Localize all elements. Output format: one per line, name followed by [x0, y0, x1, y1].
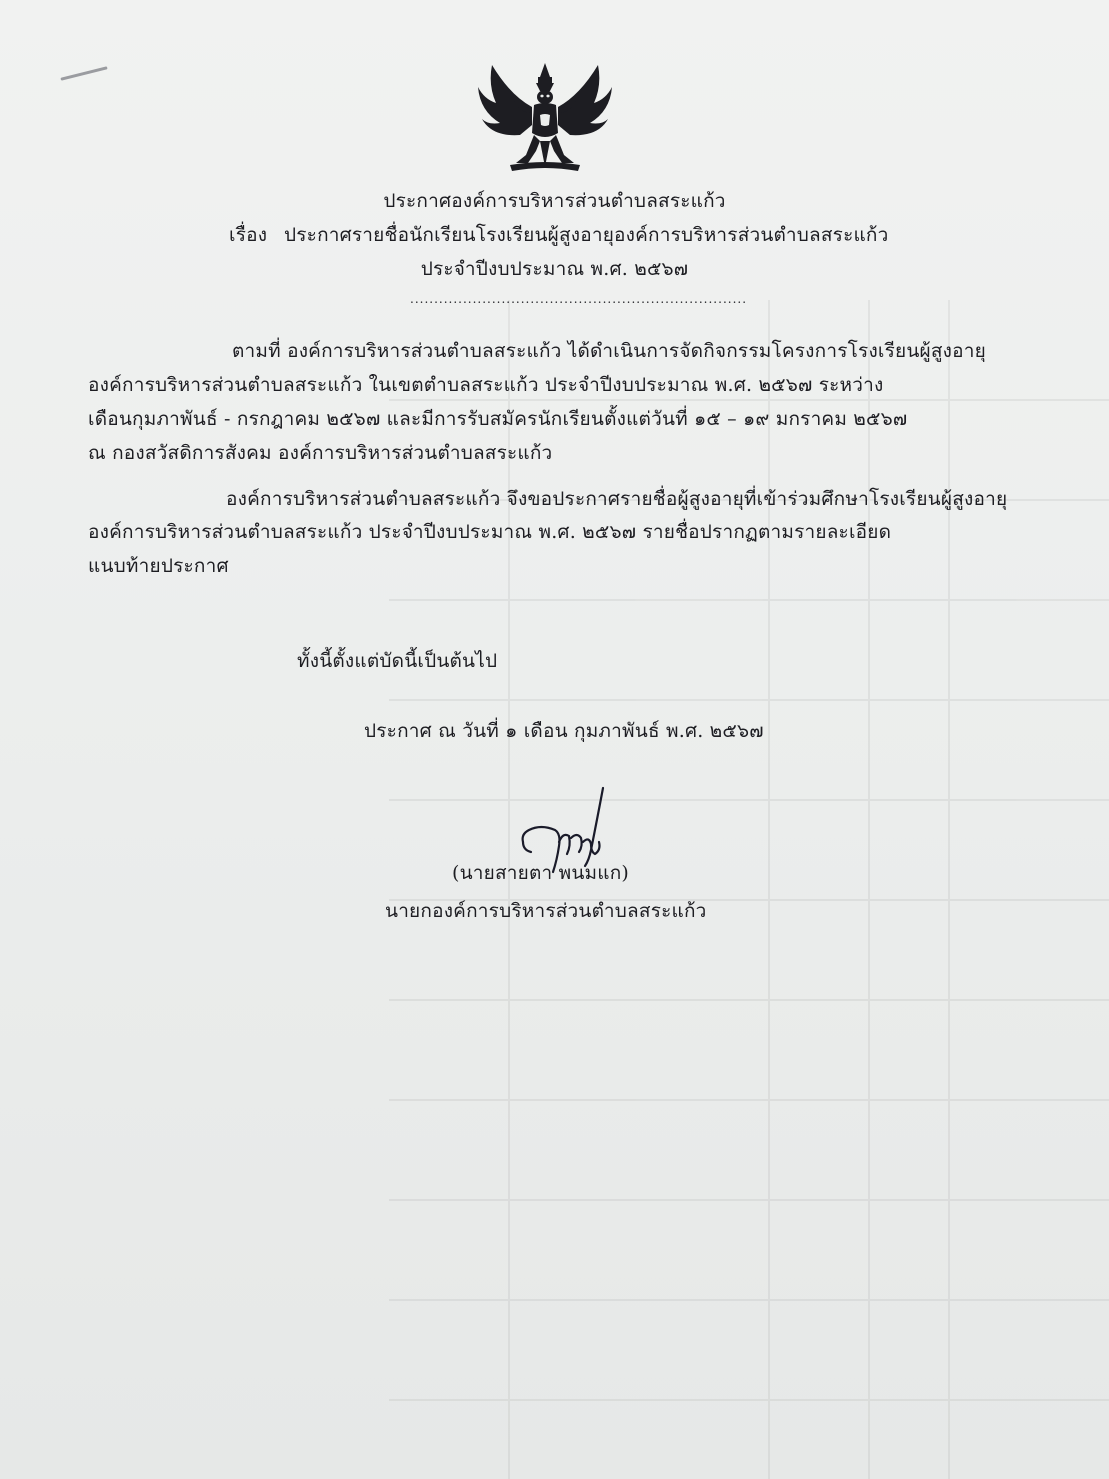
paragraph-1-line-4: ณ กองสวัสดิการสังคม องค์การบริหารส่วนตำบลสระแก้ว: [88, 442, 553, 464]
paragraph-1-line-3: เดือนกุมภาพันธ์ - กรกฎาคม ๒๕๖๗ และมีการรับสมัครนักเรียนตั้งแต่วันที่ ๑๕ – ๑๙ มกราคม ๒๕๖๗: [88, 408, 908, 430]
paragraph-1-line-1: ตามที่ องค์การบริหารส่วนตำบลสระแก้ว ได้ดำเนินการจัดกิจกรรมโครงการโรงเรียนผู้สูงอายุ: [232, 340, 986, 362]
paragraph-1-line-2: องค์การบริหารส่วนตำบลสระแก้ว ในเขตตำบลสระแก้ว ประจำปีงบประมาณ พ.ศ. ๒๕๖๗ ระหว่าง: [88, 374, 884, 396]
signatory-position: นายกองค์การบริหารส่วนตำบลสระแก้ว: [385, 900, 707, 922]
paragraph-2-line-2: องค์การบริหารส่วนตำบลสระแก้ว ประจำปีงบประมาณ พ.ศ. ๒๕๖๗ รายชื่อปรากฏตามรายละเอียด: [88, 521, 892, 543]
pen-mark: [60, 66, 107, 81]
effective-statement: ทั้งนี้ตั้งแต่บัดนี้เป็นต้นไป: [297, 650, 498, 672]
garuda-emblem-icon: [470, 55, 620, 180]
paragraph-2-line-1: องค์การบริหารส่วนตำบลสระแก้ว จึงขอประกาศรายชื่อผู้สูงอายุที่เข้าร่วมศึกษาโรงเรียนผู้สูงอายุ: [226, 488, 1008, 510]
paragraph-2-line-3: แนบท้ายประกาศ: [88, 555, 229, 577]
header-separator: ......................................................................: [410, 292, 748, 306]
fiscal-year-line: ประจำปีงบประมาณ พ.ศ. ๒๕๖๗: [420, 258, 689, 280]
subject-label: เรื่อง: [229, 224, 268, 246]
signatory-name: (นายสายตา พนมแก): [452, 862, 630, 884]
announcement-date: ประกาศ ณ วันที่ ๑ เดือน กุมภาพันธ์ พ.ศ. ๒๕๖๗: [364, 720, 764, 742]
show-through-table: [389, 300, 1109, 1479]
subject-text: ประกาศรายชื่อนักเรียนโรงเรียนผู้สูงอายุองค์การบริหารส่วนตำบลสระแก้ว: [284, 224, 889, 246]
org-announcement-title: ประกาศองค์การบริหารส่วนตำบลสระแก้ว: [383, 190, 726, 212]
